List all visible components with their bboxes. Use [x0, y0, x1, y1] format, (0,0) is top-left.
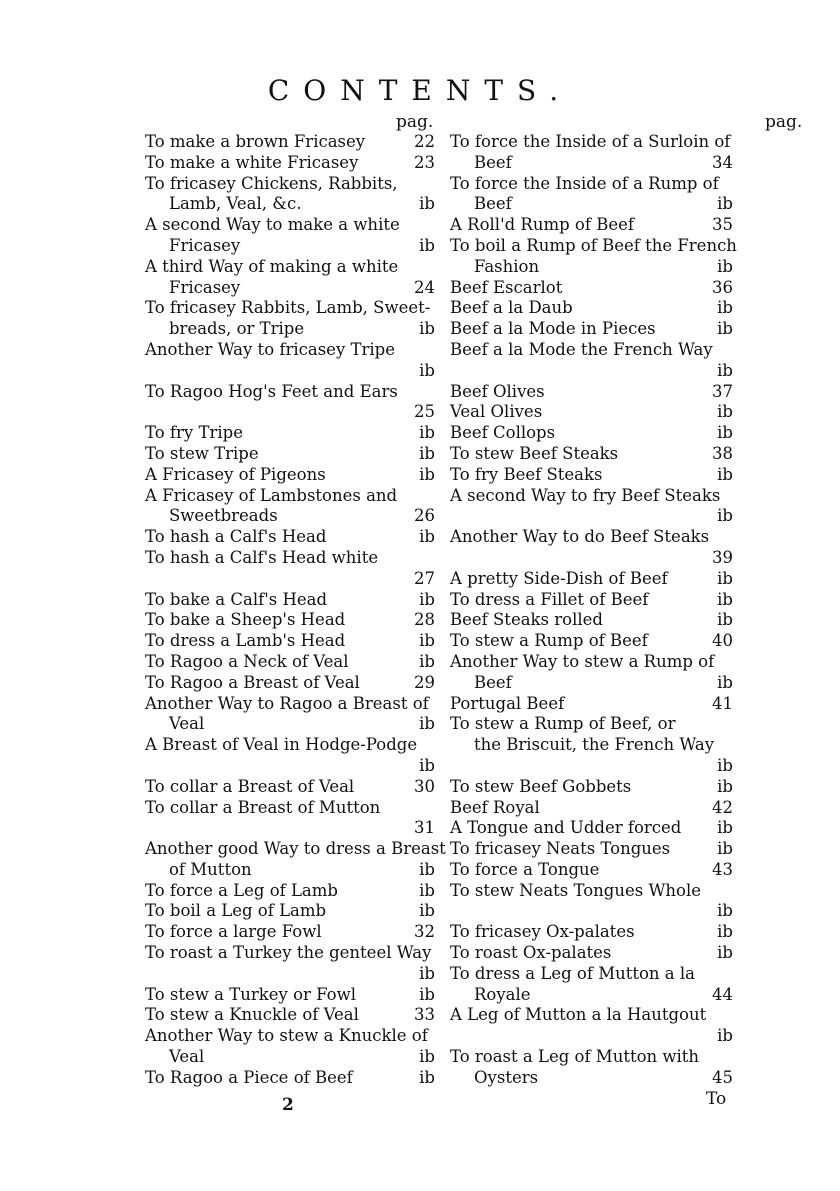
- entry-text: Another Way to do Beef Steaks: [450, 527, 710, 547]
- contents-entry: [145, 652, 435, 673]
- contents-entry: [145, 756, 435, 777]
- entry-page: 35: [712, 215, 733, 235]
- entry-text: To force a Leg of Lamb: [145, 880, 338, 900]
- contents-entry: [145, 465, 435, 486]
- contents-entry: [450, 174, 733, 195]
- contents-entry: [145, 382, 435, 403]
- entry-text: A Tongue and Udder forced: [450, 818, 682, 838]
- entry-page: 40: [712, 631, 733, 651]
- entry-text: A Leg of Mutton a la Hautgout: [450, 1005, 707, 1025]
- contents-entry: [145, 444, 435, 465]
- entry-text: To dress a Leg of Mutton a la: [450, 963, 695, 983]
- contents-entry: [450, 943, 733, 964]
- entry-page: 42: [712, 797, 733, 817]
- entry-text: To boil a Rump of Beef the French: [450, 235, 737, 255]
- contents-entry: [145, 1068, 435, 1089]
- contents-entry: [145, 1005, 435, 1026]
- contents-entry: [145, 1047, 435, 1068]
- entry-page: 30: [414, 776, 435, 796]
- entry-text: To fricasey Ox-palates: [450, 922, 635, 942]
- entry-page: ib: [419, 319, 435, 339]
- entry-page: ib: [717, 839, 733, 859]
- contents-entry: [145, 1026, 435, 1047]
- entry-page: ib: [717, 610, 733, 630]
- entry-text: A Fricasey of Pigeons: [145, 464, 326, 484]
- entry-text: To force the Inside of a Rump of: [450, 173, 719, 193]
- entry-text: Beef: [474, 152, 512, 172]
- entry-text: Veal Olives: [450, 402, 543, 422]
- entry-page: 45: [712, 1067, 733, 1087]
- contents-entry: [450, 444, 733, 465]
- entry-page: ib: [419, 755, 435, 775]
- entry-text: To roast Ox-palates: [450, 943, 612, 963]
- entry-text: To fricasey Chickens, Rabbits,: [145, 173, 398, 193]
- entry-page: ib: [419, 714, 435, 734]
- entry-text: To stew Tripe: [145, 443, 259, 463]
- contents-entry: [450, 340, 733, 361]
- entry-text: Another Way to fricasey Tripe: [145, 339, 396, 359]
- entry-text: Beef Escarlot: [450, 277, 563, 297]
- contents-entry: [145, 943, 435, 964]
- contents-entry: [145, 548, 435, 569]
- contents-entry: [450, 382, 733, 403]
- contents-entry: [145, 964, 435, 985]
- contents-entry: [450, 1026, 733, 1047]
- contents-entry: [450, 590, 733, 611]
- contents-column-left: [145, 132, 446, 1089]
- entry-text: A second Way to fry Beef Steaks: [450, 485, 721, 505]
- contents-entry: [450, 548, 733, 569]
- entry-page: 41: [712, 693, 733, 713]
- contents-entry: [450, 1068, 733, 1089]
- entry-page: 43: [712, 859, 733, 879]
- entry-page: ib: [419, 631, 435, 651]
- entry-page: ib: [419, 1047, 435, 1067]
- contents-entry: [450, 1047, 733, 1068]
- contents-entry: [145, 610, 435, 631]
- contents-entry: [450, 506, 733, 527]
- entry-page: ib: [717, 319, 733, 339]
- contents-entry: [145, 278, 435, 299]
- contents-entry: [145, 860, 435, 881]
- entry-text: To force a large Fowl: [145, 922, 322, 942]
- entry-text: To stew Neats Tongues Whole: [450, 880, 702, 900]
- entry-page: 29: [414, 672, 435, 692]
- entry-text: Royale: [474, 984, 531, 1004]
- entry-page: 23: [414, 152, 435, 172]
- entry-page: ib: [419, 464, 435, 484]
- entry-text: Beef: [474, 194, 512, 214]
- contents-entry: [450, 423, 733, 444]
- entry-page: ib: [717, 818, 733, 838]
- entry-text: To fry Tripe: [145, 423, 243, 443]
- contents-entry: [450, 319, 733, 340]
- contents-entry: [145, 673, 435, 694]
- contents-entry: [450, 964, 733, 985]
- entry-page: 24: [414, 277, 435, 297]
- entry-text: To stew a Knuckle of Veal: [145, 1005, 359, 1025]
- contents-entry: [145, 423, 435, 444]
- contents-entry: [145, 236, 435, 257]
- entry-text: To stew Beef Steaks: [450, 443, 619, 463]
- entry-text: To fricasey Rabbits, Lamb, Sweet-: [145, 298, 431, 318]
- contents-entry: [450, 631, 733, 652]
- entry-page: ib: [419, 984, 435, 1004]
- contents-entry: [145, 319, 435, 340]
- contents-entry: [450, 235, 737, 257]
- entry-text: A Breast of Veal in Hodge-Podge: [145, 735, 418, 755]
- contents-entry: [145, 153, 435, 174]
- entry-text: Beef: [474, 672, 512, 692]
- contents-entry: [145, 922, 435, 943]
- contents-entry: [145, 798, 435, 819]
- contents-entry: [450, 402, 733, 423]
- entry-text: Veal: [169, 714, 205, 734]
- contents-entry: [145, 340, 435, 361]
- page-number: 2: [282, 1095, 294, 1115]
- entry-text: To Ragoo Hog's Feet and Ears: [145, 381, 398, 401]
- entry-page: ib: [419, 880, 435, 900]
- contents-entry: [145, 257, 435, 278]
- entry-text: Another Way to stew a Knuckle of: [145, 1026, 428, 1046]
- contents-entry: [450, 257, 733, 278]
- entry-page: ib: [717, 464, 733, 484]
- entry-text: To stew Beef Gobbets: [450, 776, 632, 796]
- entry-text: A second Way to make a white: [145, 215, 400, 235]
- contents-entry: [145, 818, 435, 839]
- contents-entry: [450, 673, 733, 694]
- entry-text: Beef a la Mode the French Way: [450, 339, 713, 359]
- contents-entry: [450, 922, 733, 943]
- contents-entry: [450, 860, 733, 881]
- entry-text: Fricasey: [169, 235, 241, 255]
- entry-text: To roast a Leg of Mutton with: [450, 1047, 700, 1067]
- contents-entry: [145, 714, 435, 735]
- contents-entry: [450, 215, 733, 236]
- entry-page: ib: [419, 589, 435, 609]
- contents-entry: [145, 569, 435, 590]
- entry-text: Veal: [169, 1047, 205, 1067]
- contents-entry: [450, 735, 733, 756]
- entry-text: To force a Tongue: [450, 859, 600, 879]
- contents-entry: [145, 881, 435, 902]
- contents-entry: [450, 527, 733, 548]
- entry-page: ib: [717, 256, 733, 276]
- contents-entry: [450, 132, 733, 153]
- entry-page: ib: [717, 943, 733, 963]
- entry-page: 36: [712, 277, 733, 297]
- entry-text: A Roll'd Rump of Beef: [450, 215, 634, 235]
- entry-text: To make a white Fricasey: [145, 152, 359, 172]
- entry-page: ib: [419, 423, 435, 443]
- entry-text: Beef Steaks rolled: [450, 610, 603, 630]
- contents-entry: [450, 985, 733, 1006]
- entry-page: ib: [717, 589, 733, 609]
- entry-page: ib: [419, 527, 435, 547]
- entry-text: Beef Royal: [450, 797, 540, 817]
- entry-text: Beef a la Daub: [450, 298, 573, 318]
- contents-entry: [145, 132, 435, 153]
- pag-header-right: pag.: [765, 112, 803, 132]
- contents-entry: [450, 465, 733, 486]
- contents-entry: [450, 1005, 733, 1026]
- contents-entry: [145, 735, 435, 756]
- entry-page: ib: [717, 423, 733, 443]
- entry-page: ib: [717, 568, 733, 588]
- entry-page: 39: [712, 547, 733, 567]
- entry-text: Beef Collops: [450, 423, 556, 443]
- contents-entry: [450, 798, 733, 819]
- entry-text: To Ragoo a Piece of Beef: [145, 1067, 353, 1087]
- entry-text: Beef Olives: [450, 381, 545, 401]
- entry-page: 44: [712, 984, 733, 1004]
- contents-entry: [450, 610, 733, 631]
- entry-text: Another Way to Ragoo a Breast of: [145, 693, 429, 713]
- entry-text: To bake a Calf's Head: [145, 589, 328, 609]
- entry-text: of Mutton: [169, 859, 252, 879]
- contents-entry: [450, 756, 733, 777]
- contents-entry: [145, 694, 435, 715]
- entry-text: the Briscuit, the French Way: [474, 735, 715, 755]
- entry-text: To stew a Rump of Beef: [450, 631, 648, 651]
- contents-entry: [145, 298, 435, 319]
- entry-text: To fry Beef Steaks: [450, 464, 603, 484]
- contents-entry: [145, 361, 435, 382]
- entry-text: To stew a Rump of Beef, or: [450, 714, 676, 734]
- entry-text: Fashion: [474, 256, 540, 276]
- entry-page: 31: [414, 818, 435, 838]
- entry-text: To boil a Leg of Lamb: [145, 901, 327, 921]
- contents-entry: [145, 777, 435, 798]
- entry-page: 25: [414, 402, 435, 422]
- contents-entry: [450, 818, 733, 839]
- entry-text: Portugal Beef: [450, 693, 565, 713]
- entry-text: To dress a Fillet of Beef: [450, 589, 649, 609]
- entry-text: breads, or Tripe: [169, 319, 305, 339]
- contents-entry: [450, 714, 733, 735]
- entry-page: 34: [712, 152, 733, 172]
- page-title: CONTENTS.: [267, 74, 573, 107]
- entry-text: Another good Way to dress a Breast: [145, 839, 446, 859]
- entry-text: To hash a Calf's Head: [145, 527, 327, 547]
- contents-entry: [145, 194, 435, 215]
- contents-entry: [450, 901, 733, 922]
- entry-text: Fricasey: [169, 277, 241, 297]
- contents-entry: [450, 839, 733, 860]
- entry-page: ib: [717, 298, 733, 318]
- entry-page: 32: [414, 922, 435, 942]
- contents-entry: [450, 278, 733, 299]
- entry-page: ib: [419, 901, 435, 921]
- contents-entry: [145, 590, 435, 611]
- entry-text: Lamb, Veal, &c.: [169, 194, 302, 214]
- entry-text: Another Way to stew a Rump of: [450, 651, 715, 671]
- entry-page: ib: [419, 235, 435, 255]
- contents-entry: [450, 694, 733, 715]
- entry-text: Sweetbreads: [169, 506, 278, 526]
- contents-entry: [145, 215, 435, 236]
- contents-entry: [145, 486, 435, 507]
- entry-text: To hash a Calf's Head white: [145, 547, 379, 567]
- entry-page: ib: [419, 1067, 435, 1087]
- contents-entry: [450, 652, 733, 673]
- entry-page: 26: [414, 506, 435, 526]
- contents-entry: [145, 631, 435, 652]
- contents-entry: [450, 298, 733, 319]
- entry-page: ib: [419, 963, 435, 983]
- contents-entry: [450, 777, 733, 798]
- entry-page: ib: [419, 443, 435, 463]
- entry-page: 33: [414, 1005, 435, 1025]
- entry-text: To force the Inside of a Surloin of: [450, 132, 731, 151]
- entry-page: ib: [717, 402, 733, 422]
- pag-header-left: pag.: [396, 112, 434, 132]
- contents-entry: [145, 839, 446, 860]
- entry-page: ib: [717, 360, 733, 380]
- contents-entry: [145, 527, 435, 548]
- entry-page: 27: [414, 568, 435, 588]
- entry-page: ib: [717, 922, 733, 942]
- entry-text: To Ragoo a Breast of Veal: [145, 672, 360, 692]
- entry-page: ib: [717, 506, 733, 526]
- entry-page: ib: [717, 901, 733, 921]
- entry-page: 28: [414, 610, 435, 630]
- entry-text: To make a brown Fricasey: [145, 132, 366, 151]
- entry-page: ib: [717, 755, 733, 775]
- contents-entry: [145, 901, 435, 922]
- contents-entry: [450, 486, 733, 507]
- entry-text: A Fricasey of Lambstones and: [145, 485, 398, 505]
- entry-text: A third Way of making a white: [145, 256, 399, 276]
- entry-page: 38: [712, 443, 733, 463]
- entry-page: ib: [419, 360, 435, 380]
- contents-entry: [145, 506, 435, 527]
- entry-text: Oysters: [474, 1067, 539, 1087]
- entry-text: Beef a la Mode in Pieces: [450, 319, 656, 339]
- entry-page: ib: [717, 1026, 733, 1046]
- catchword: To: [706, 1089, 727, 1109]
- entry-text: To Ragoo a Neck of Veal: [145, 651, 349, 671]
- contents-entry: [450, 153, 733, 174]
- entry-text: To roast a Turkey the genteel Way: [145, 943, 432, 963]
- entry-page: ib: [717, 776, 733, 796]
- entry-page: ib: [419, 194, 435, 214]
- entry-page: ib: [717, 194, 733, 214]
- contents-entry: [450, 569, 733, 590]
- entry-text: A pretty Side-Dish of Beef: [450, 568, 668, 588]
- entry-text: To collar a Breast of Veal: [145, 776, 355, 796]
- contents-entry: [450, 881, 733, 902]
- contents-entry: [450, 361, 733, 382]
- contents-column-right: [450, 132, 737, 1089]
- entry-page: ib: [419, 651, 435, 671]
- entry-page: 37: [712, 381, 733, 401]
- contents-entry: [145, 985, 435, 1006]
- entry-text: To stew a Turkey or Fowl: [145, 984, 357, 1004]
- entry-page: ib: [419, 859, 435, 879]
- entry-text: To bake a Sheep's Head: [145, 610, 346, 630]
- entry-text: To collar a Breast of Mutton: [145, 797, 381, 817]
- entry-text: To dress a Lamb's Head: [145, 631, 346, 651]
- entry-page: ib: [717, 672, 733, 692]
- contents-entry: [450, 194, 733, 215]
- entry-text: To fricasey Neats Tongues: [450, 839, 671, 859]
- entry-page: 22: [414, 132, 435, 151]
- contents-entry: [145, 174, 435, 195]
- contents-entry: [145, 402, 435, 423]
